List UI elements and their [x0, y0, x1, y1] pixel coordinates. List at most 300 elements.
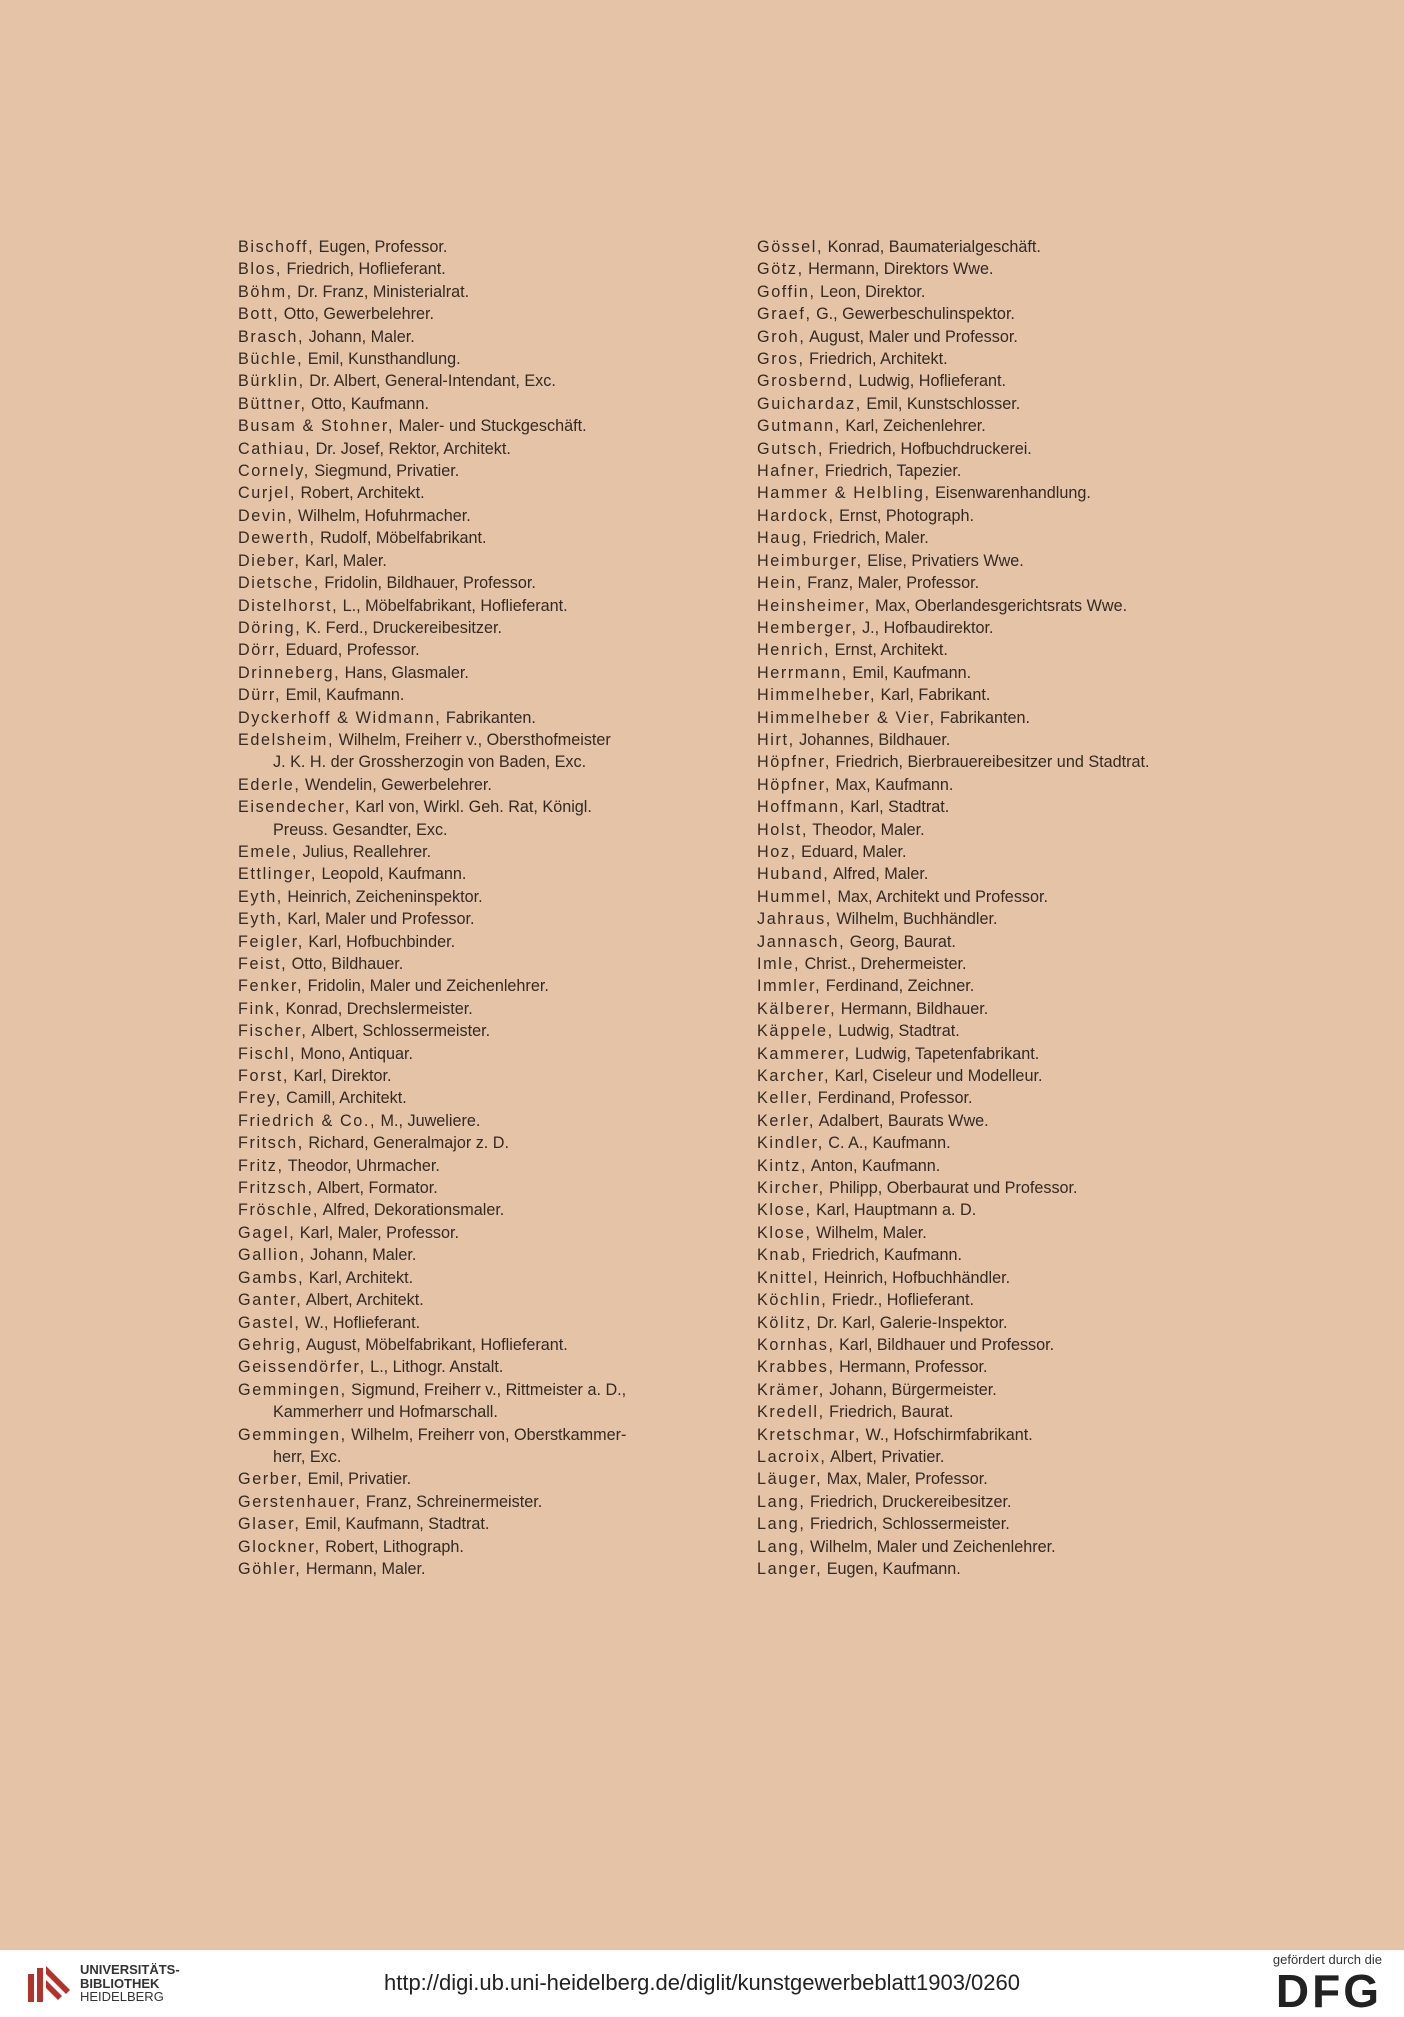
entry-details: G., Gewerbeschulinspektor. [811, 305, 1015, 324]
list-entry [757, 1155, 1297, 1177]
entry-details: Karl, Direktor. [288, 1067, 392, 1086]
entry-surname: Feist, [238, 955, 288, 973]
list-entry [757, 1020, 1297, 1042]
entry-surname: Käppele, [757, 1022, 834, 1041]
list-entry [757, 1132, 1297, 1154]
entry-details: Ferdinand, Zeichner. [821, 977, 975, 996]
entry-surname: Gros, [757, 350, 805, 369]
entry-surname: Drinneberg, [238, 663, 341, 682]
entry-surname: Langer, [757, 1559, 823, 1578]
entry-details: Hermann, Bildhauer. [836, 999, 989, 1018]
entry-surname: Dewerth, [238, 529, 316, 548]
list-entry [757, 370, 1297, 392]
entry-surname: Köchlin, [757, 1291, 828, 1310]
list-entry [757, 258, 1297, 280]
entry-details: August, Möbelfabrikant, Hoflieferant. [302, 1335, 568, 1354]
list-entry-continuation [238, 1401, 738, 1423]
entry-details: Georg, Baurat. [845, 932, 956, 951]
entry-surname: Goffin, [757, 282, 816, 301]
entry-surname: Büttner, [238, 394, 307, 413]
entry-surname: Lacroix, [757, 1447, 827, 1466]
entry-surname: Dietsche, [238, 574, 320, 593]
list-entry [757, 505, 1297, 527]
entry-surname: Busam & Stohner, [238, 417, 395, 436]
entry-details: Fridolin, Maler und Zeichenlehrer. [303, 977, 549, 996]
entry-details: Philipp, Oberbaurat und Professor. [824, 1179, 1078, 1198]
entry-details: Alfred, Maler. [829, 865, 929, 884]
entry-surname: Höpfner, [757, 775, 831, 794]
entry-details: Albert, Privatier. [826, 1447, 945, 1466]
entry-details: Ludwig, Hoflieferant. [853, 372, 1007, 391]
entry-details: Wilhelm, Freiherr von, Oberstkammer- [346, 1425, 627, 1444]
list-entry [757, 236, 1297, 258]
entry-surname: Gutmann, [757, 417, 841, 436]
entry-details: Elise, Privatiers Wwe. [862, 551, 1024, 570]
list-entry [238, 953, 738, 975]
list-entry [238, 707, 738, 729]
list-entry [757, 908, 1297, 930]
list-entry [757, 774, 1297, 796]
entry-surname: Edelsheim, [238, 730, 335, 749]
entry-details: Johann, Maler. [305, 1246, 417, 1265]
entry-surname: Immler, [757, 977, 822, 996]
list-entry [757, 1513, 1297, 1535]
entry-details: C. A., Kaufmann. [823, 1134, 951, 1153]
entry-surname: Kälberer, [757, 999, 837, 1018]
entry-details: Karl, Maler. [300, 551, 387, 570]
entry-details: Ferdinand, Professor. [813, 1089, 973, 1108]
list-entry [238, 1536, 738, 1558]
entry-surname: Kornhas, [757, 1335, 835, 1354]
entry-surname: Lang, [757, 1492, 806, 1511]
list-entry [757, 482, 1297, 504]
list-entry [238, 1065, 738, 1087]
list-entry [238, 1424, 738, 1446]
entry-surname: Böhm, [238, 282, 293, 301]
entry-surname: Bott, [238, 305, 280, 324]
entry-surname: Himmelheber & Vier, [757, 708, 936, 727]
entry-surname: Dyckerhoff & Widmann, [238, 708, 442, 727]
list-entry [757, 415, 1297, 437]
entry-details: August, Maler und Professor. [805, 327, 1018, 346]
entry-details: Johann, Bürgermeister. [824, 1380, 997, 1399]
entry-surname: Hammer & Helbling, [757, 484, 931, 503]
entry-surname: Blos, [238, 260, 282, 279]
entry-details: Dr. Josef, Rektor, Architekt. [311, 439, 511, 458]
entry-details: Hermann, Maler. [301, 1559, 426, 1578]
entry-surname: Ederle, [238, 775, 301, 794]
list-entry [238, 975, 738, 997]
entry-surname: Eisendecher, [238, 798, 351, 817]
entry-details: Dr. Karl, Galerie-Inspektor. [812, 1313, 1008, 1332]
entry-surname: Haug, [757, 529, 809, 548]
entry-details: Friedrich, Tapezier. [820, 462, 962, 481]
list-entry [238, 1222, 738, 1244]
entry-details: Dr. Albert, General-Intendant, Exc. [304, 372, 556, 391]
list-entry [238, 1199, 738, 1221]
list-entry [238, 1513, 738, 1535]
entry-surname: Himmelheber, [757, 686, 877, 705]
list-entry [238, 572, 738, 594]
list-entry [757, 617, 1297, 639]
entry-surname: Kammerer, [757, 1044, 851, 1063]
entry-details: Karl, Zeichenlehrer. [840, 417, 986, 436]
list-entry [757, 1289, 1297, 1311]
entry-surname: Hirt, [757, 730, 795, 749]
list-entry [238, 617, 738, 639]
entry-surname: Kredell, [757, 1403, 825, 1422]
entry-surname: Glockner, [238, 1537, 321, 1556]
entry-details: Camill, Architekt. [281, 1089, 407, 1108]
list-entry [757, 1087, 1297, 1109]
list-entry [238, 1087, 738, 1109]
entry-details: Wilhelm, Buchhändler. [831, 910, 998, 929]
list-entry [238, 1132, 738, 1154]
list-entry-continuation [238, 819, 738, 841]
entry-details: Wendelin, Gewerbelehrer. [300, 775, 492, 794]
list-entry [238, 1334, 738, 1356]
entry-surname: Forst, [238, 1067, 289, 1086]
entry-details: Robert, Architekt. [295, 484, 425, 503]
entry-details: L., Lithogr. Anstalt. [365, 1358, 504, 1377]
list-entry [238, 482, 738, 504]
entry-details: Adalbert, Baurats Wwe. [814, 1111, 989, 1130]
list-entry [757, 326, 1297, 348]
entry-surname: Knittel, [757, 1268, 820, 1287]
list-entry [757, 1312, 1297, 1334]
entry-details: Hermann, Professor. [834, 1358, 988, 1377]
entry-details: Emil, Kunsthandlung. [303, 350, 461, 369]
list-entry [238, 326, 738, 348]
entry-surname: Fröschle, [238, 1201, 319, 1220]
entry-details: Leopold, Kaufmann. [317, 865, 467, 884]
entry-details: Eugen, Professor. [314, 238, 448, 256]
entry-surname: Hoz, [757, 842, 797, 861]
list-entry [238, 1558, 738, 1580]
entry-details: Friedrich, Druckereibesitzer. [805, 1492, 1012, 1511]
entry-surname: Gerstenhauer, [238, 1492, 362, 1511]
entry-details: Preuss. Gesandter, Exc. [273, 820, 448, 839]
entry-details: J. K. H. der Grossherzogin von Baden, Exc. [273, 753, 587, 772]
entry-details: Friedrich, Hoflieferant. [282, 260, 446, 279]
entry-surname: Grosbernd, [757, 372, 854, 391]
list-entry [238, 1289, 738, 1311]
entry-details: Fabrikanten. [935, 708, 1031, 727]
list-entry [238, 393, 738, 415]
entry-surname: Karcher, [757, 1067, 831, 1086]
entry-details: Albert, Formator. [313, 1179, 438, 1198]
entry-surname: Distelhorst, [238, 596, 339, 615]
list-entry [238, 998, 738, 1020]
entry-surname: Kerler, [757, 1111, 815, 1130]
entry-surname: Gastel, [238, 1313, 301, 1332]
entry-details: Konrad, Drechslermeister. [281, 999, 473, 1018]
list-entry [238, 281, 738, 303]
list-entry [757, 1536, 1297, 1558]
entry-details: Friedrich, Baurat. [824, 1403, 954, 1422]
list-entry [238, 662, 738, 684]
entry-details: Otto, Gewerbelehrer. [279, 305, 435, 324]
list-entry [238, 841, 738, 863]
entry-details: Max, Oberlandesgerichtsrats Wwe. [870, 596, 1128, 615]
entry-surname: Brasch, [238, 327, 305, 346]
list-entry [757, 886, 1297, 908]
entry-details: W., Hofschirmfabrikant. [860, 1425, 1033, 1444]
entry-surname: Emele, [238, 842, 298, 861]
entry-details: Max, Architekt und Professor. [832, 887, 1048, 906]
entry-surname: Fischer, [238, 1022, 308, 1041]
entry-surname: Hemberger, [757, 618, 858, 637]
list-entry [238, 1491, 738, 1513]
list-entry [238, 1020, 738, 1042]
entry-details: Christ., Drehermeister. [800, 955, 967, 973]
list-entry [238, 1468, 738, 1490]
source-url-link[interactable]: http://digi.ub.uni-heidelberg.de/diglit/kunstgewerbeblatt1903/0260 [383, 1970, 1020, 1995]
entry-details: L., Möbelfabrikant, Hoflieferant. [338, 596, 568, 615]
entry-surname: Kircher, [757, 1179, 825, 1198]
entry-details: Alfred, Dekorationsmaler. [318, 1201, 505, 1220]
entry-details: Sigmund, Freiherr v., Rittmeister a. D., [346, 1380, 627, 1399]
entry-details: Wilhelm, Hofuhrmacher. [293, 506, 471, 525]
entry-surname: Eyth, [238, 887, 283, 906]
entry-details: Albert, Schlossermeister. [307, 1022, 491, 1041]
entry-details: Karl, Maler, Professor. [295, 1223, 460, 1242]
entry-details: Franz, Schreinermeister. [361, 1492, 543, 1511]
list-entry [757, 1110, 1297, 1132]
entry-surname: Imle, [757, 955, 801, 973]
entry-surname: Cathiau, [238, 439, 312, 458]
list-entry [238, 1379, 738, 1401]
entry-details: Hans, Glasmaler. [340, 663, 469, 682]
entry-surname: Lang, [757, 1537, 806, 1556]
entry-surname: Dieber, [238, 551, 301, 570]
list-entry [238, 1312, 738, 1334]
entry-details: Leon, Direktor. [815, 282, 926, 301]
entry-details: Theodor, Maler. [807, 820, 925, 839]
entry-surname: Gallion, [238, 1246, 306, 1265]
entry-surname: Fritzsch, [238, 1179, 314, 1198]
list-entry [757, 998, 1297, 1020]
list-entry [238, 1110, 738, 1132]
library-line: UNIVERSITÄTS- [80, 1962, 180, 1977]
entry-details: Franz, Maler, Professor. [802, 574, 980, 593]
list-entry [757, 1468, 1297, 1490]
entry-details: Karl von, Wirkl. Geh. Rat, Königl. [350, 798, 592, 817]
list-entry [757, 1401, 1297, 1423]
entry-surname: Herrmann, [757, 663, 848, 682]
entry-surname: Lang, [757, 1515, 806, 1534]
entry-surname: Dörr, [238, 641, 282, 660]
entry-surname: Krabbes, [757, 1358, 835, 1377]
entry-details: Friedrich, Architekt. [804, 350, 948, 369]
entry-details: Siegmund, Privatier. [309, 462, 460, 481]
entry-details: Julius, Reallehrer. [297, 842, 432, 861]
list-entry [238, 236, 738, 258]
entry-details: M., Juweliere. [376, 1111, 481, 1130]
entry-details: Karl, Maler und Professor. [282, 910, 475, 929]
entry-surname: Gehrig, [238, 1335, 303, 1354]
entry-details: Otto, Bildhauer. [287, 955, 404, 973]
entry-details: Ludwig, Stadtrat. [833, 1022, 960, 1041]
list-entry [757, 1356, 1297, 1378]
entry-surname: Hummel, [757, 887, 833, 906]
entry-surname: Guichardaz, [757, 394, 862, 413]
entry-details: Karl, Fabrikant. [876, 686, 991, 705]
entry-details: K. Ferd., Druckereibesitzer. [301, 618, 503, 637]
entry-details: Karl, Stadtrat. [845, 798, 950, 817]
entry-surname: Büchle, [238, 350, 304, 369]
entry-surname: Fritz, [238, 1156, 284, 1175]
list-entry [238, 729, 738, 751]
entry-surname: Kölitz, [757, 1313, 813, 1332]
list-entry [238, 886, 738, 908]
entry-details: Emil, Kaufmann, Stadtrat. [300, 1515, 490, 1534]
entry-details: Rudolf, Möbelfabrikant. [315, 529, 487, 548]
entry-details: Eugen, Kaufmann. [822, 1559, 961, 1578]
entry-surname: Gerber, [238, 1470, 304, 1489]
entry-surname: Göhler, [238, 1559, 302, 1578]
list-entry [238, 1244, 738, 1266]
entry-surname: Kindler, [757, 1134, 824, 1153]
list-entry [757, 841, 1297, 863]
list-entry-continuation [238, 1446, 738, 1468]
entry-surname: Höpfner, [757, 753, 831, 772]
entry-details: Emil, Kunstschlosser. [861, 394, 1021, 413]
entry-details: Ernst, Architekt. [830, 641, 948, 660]
entry-surname: Heinsheimer, [757, 596, 871, 615]
entry-surname: Fenker, [238, 977, 304, 996]
list-entry [757, 550, 1297, 572]
entry-surname: Kintz, [757, 1156, 808, 1175]
entry-details: Eisenwarenhandlung. [930, 484, 1091, 503]
entry-surname: Hafner, [757, 462, 821, 481]
entry-details: Wilhelm, Freiherr v., Obersthofmeister [334, 730, 611, 749]
list-entry [238, 1177, 738, 1199]
list-entry [757, 281, 1297, 303]
entry-details: Fabrikanten. [441, 708, 536, 727]
entry-surname: Fink, [238, 999, 282, 1018]
entry-details: Richard, Generalmajor z. D. [303, 1134, 509, 1153]
list-entry [757, 1177, 1297, 1199]
list-entry [757, 595, 1297, 617]
entry-details: Johannes, Bildhauer. [794, 730, 951, 749]
entry-details: Emil, Kaufmann. [281, 686, 405, 705]
list-entry [757, 527, 1297, 549]
entry-surname: Knab, [757, 1246, 808, 1265]
entry-surname: Hein, [757, 574, 803, 593]
list-entry [757, 572, 1297, 594]
entry-details: Mono, Antiquar. [295, 1044, 413, 1063]
entry-details: Hermann, Direktors Wwe. [803, 260, 994, 279]
entry-details: Ernst, Photograph. [834, 506, 975, 525]
entry-details: Friedrich, Maler. [808, 529, 929, 548]
list-entry [238, 1267, 738, 1289]
entry-details: Karl, Hofbuchbinder. [303, 932, 456, 951]
entry-surname: Bürklin, [238, 372, 305, 391]
dfg-logo: DFG [1275, 1965, 1382, 2017]
member-list-left-column [238, 236, 738, 1580]
list-entry [238, 1356, 738, 1378]
entry-details: herr, Exc. [273, 1447, 342, 1466]
entry-surname: Holst, [757, 820, 808, 839]
entry-surname: Geissendörfer, [238, 1358, 366, 1377]
entry-surname: Klose, [757, 1201, 812, 1220]
list-entry [757, 1244, 1297, 1266]
entry-surname: Eyth, [238, 910, 283, 929]
entry-details: Friedrich, Schlossermeister. [805, 1515, 1010, 1534]
entry-surname: Döring, [238, 618, 302, 637]
entry-details: Heinrich, Hofbuchhändler. [819, 1268, 1011, 1287]
list-entry [757, 393, 1297, 415]
list-entry [757, 1334, 1297, 1356]
list-entry [757, 1199, 1297, 1221]
list-entry [757, 1379, 1297, 1401]
entry-surname: Jannasch, [757, 932, 846, 951]
entry-surname: Bischoff, [238, 238, 315, 256]
entry-details: Emil, Kaufmann. [847, 663, 972, 682]
list-entry [238, 527, 738, 549]
list-entry [238, 774, 738, 796]
entry-details: Johann, Maler. [304, 327, 415, 346]
entry-details: Heinrich, Zeicheninspektor. [282, 887, 483, 906]
list-entry [238, 505, 738, 527]
list-entry [238, 931, 738, 953]
list-entry [757, 460, 1297, 482]
entry-surname: Cornely, [238, 462, 310, 481]
entry-surname: Gössel, [757, 238, 824, 256]
entry-details: Konrad, Baumaterialgeschäft. [823, 238, 1041, 256]
entry-surname: Hardock, [757, 506, 835, 525]
entry-surname: Klose, [757, 1223, 812, 1242]
list-entry-continuation [238, 751, 738, 773]
entry-details: Eduard, Professor. [281, 641, 420, 660]
entry-surname: Frey, [238, 1089, 282, 1108]
list-entry [757, 707, 1297, 729]
list-entry [238, 908, 738, 930]
list-entry [238, 863, 738, 885]
entry-surname: Gemmingen, [238, 1380, 347, 1399]
list-entry [238, 550, 738, 572]
entry-surname: Glaser, [238, 1515, 301, 1534]
entry-details: Eduard, Maler. [796, 842, 907, 861]
list-entry [238, 1043, 738, 1065]
list-entry [238, 303, 738, 325]
entry-surname: Henrich, [757, 641, 831, 660]
entry-details: Friedrich, Bierbrauereibesitzer und Stadtrat. [831, 753, 1150, 772]
list-entry [238, 595, 738, 617]
entry-surname: Huband, [757, 865, 830, 884]
entry-details: Karl, Architekt. [304, 1268, 414, 1287]
entry-surname: Krämer, [757, 1380, 825, 1399]
entry-surname: Dürr, [238, 686, 282, 705]
entry-details: Friedr., Hoflieferant. [827, 1291, 975, 1310]
entry-details: Dr. Franz, Ministerialrat. [292, 282, 470, 301]
list-entry [757, 1043, 1297, 1065]
entry-details: Theodor, Uhrmacher. [283, 1156, 440, 1175]
list-entry [757, 953, 1297, 975]
entry-details: Karl, Ciseleur und Modelleur. [830, 1067, 1043, 1086]
entry-surname: Gemmingen, [238, 1425, 347, 1444]
entry-surname: Kretschmar, [757, 1425, 861, 1444]
list-entry [238, 639, 738, 661]
entry-surname: Heimburger, [757, 551, 863, 570]
entry-surname: Gagel, [238, 1223, 296, 1242]
entry-details: Max, Maler, Professor. [822, 1470, 988, 1489]
entry-surname: Jahraus, [757, 910, 832, 929]
list-entry [238, 438, 738, 460]
entry-details: Robert, Lithograph. [320, 1537, 464, 1556]
entry-surname: Friedrich & Co., [238, 1111, 377, 1130]
